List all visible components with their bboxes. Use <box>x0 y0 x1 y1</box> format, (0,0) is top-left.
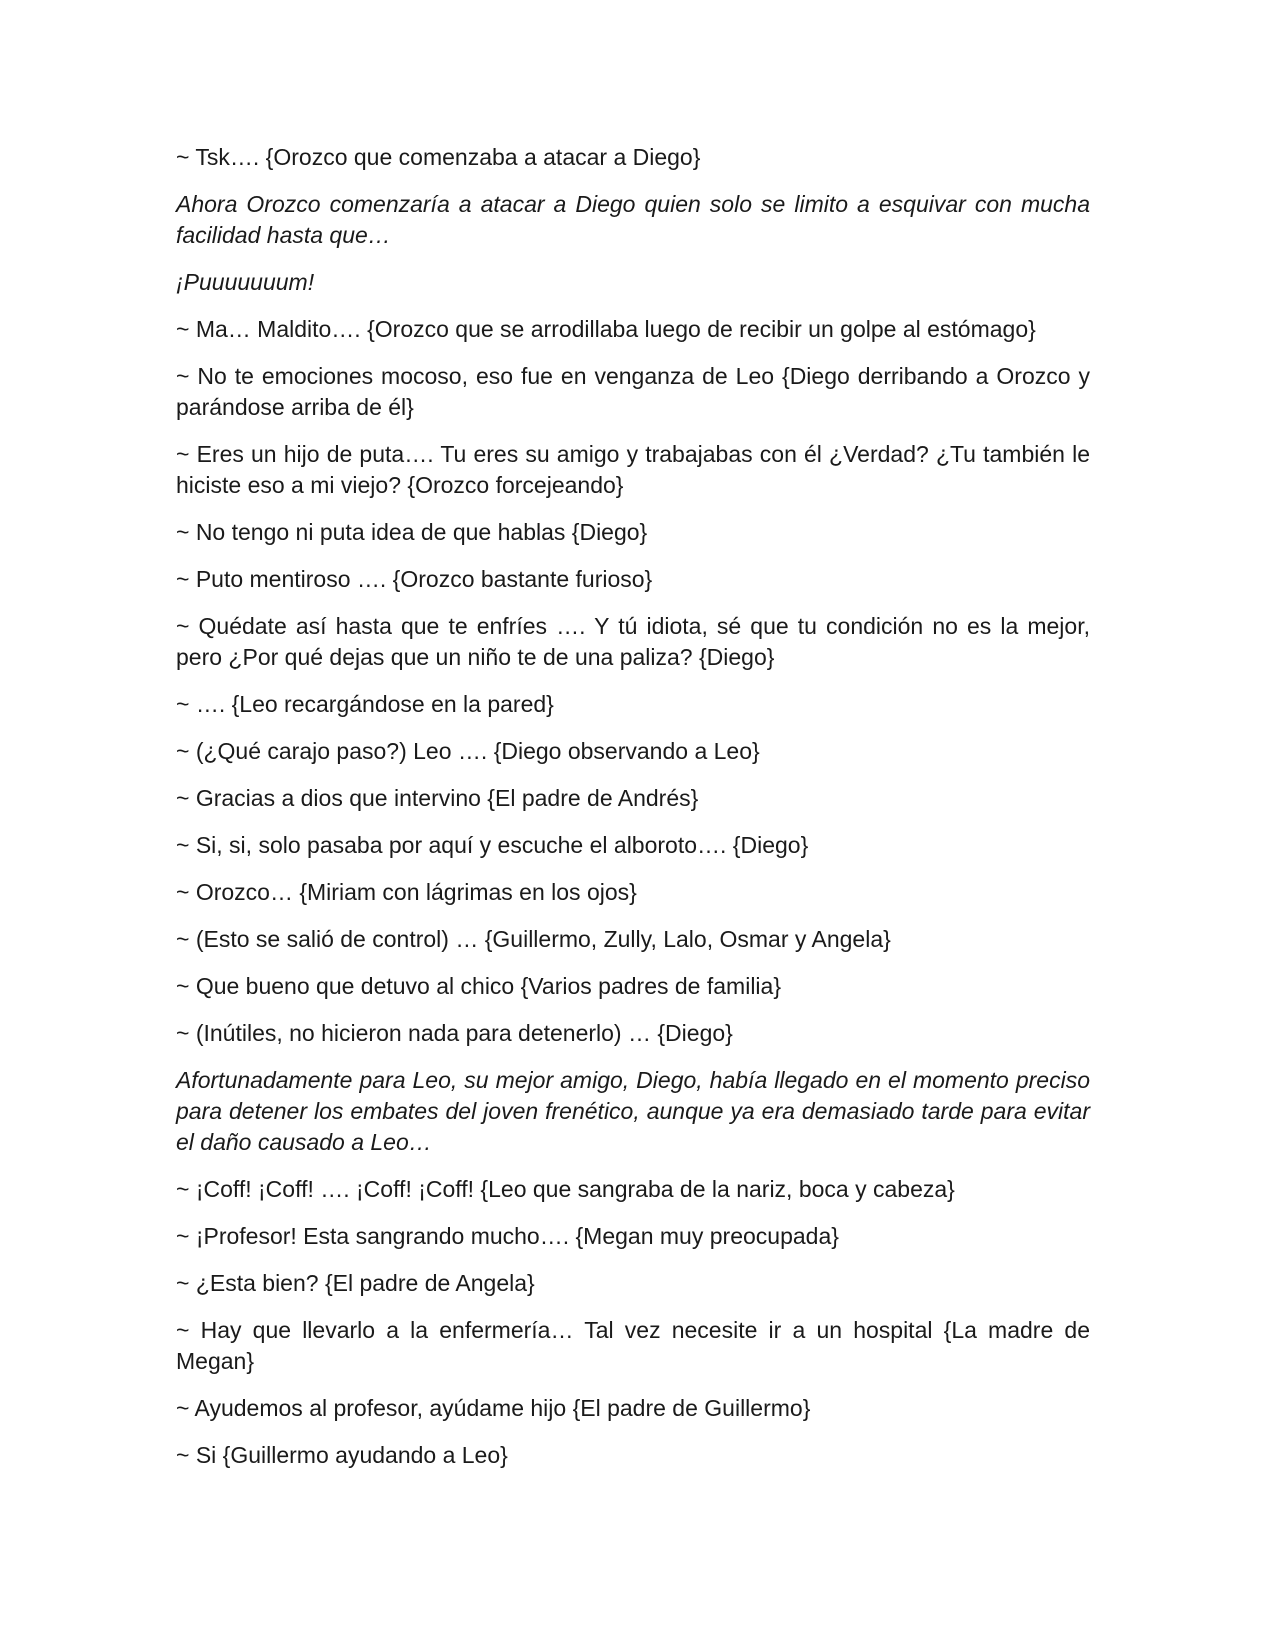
dialogue-line: ~ ¡Coff! ¡Coff! …. ¡Coff! ¡Coff! {Leo que sangraba de la nariz, boca y cabeza} <box>176 1176 955 1202</box>
dialogue-line: ~ No tengo ni puta idea de que hablas {Diego} <box>176 519 648 545</box>
dialogue-line: ~ (Esto se salió de control) … {Guillermo, Zully, Lalo, Osmar y Angela} <box>176 926 891 952</box>
dialogue-line: ~ ¿Esta bien? {El padre de Angela} <box>176 1270 535 1296</box>
dialogue-line: ~ ¡Profesor! Esta sangrando mucho…. {Megan muy preocupada} <box>176 1223 839 1249</box>
dialogue-line: ~ Tsk…. {Orozco que comenzaba a atacar a Diego} <box>176 144 701 170</box>
dialogue-line: ~ Ayudemos al profesor, ayúdame hijo {El padre de Guillermo} <box>176 1395 811 1421</box>
dialogue-line: ~ Orozco… {Miriam con lágrimas en los ojos} <box>176 879 637 905</box>
document-body <box>176 142 1090 1487</box>
dialogue-line: ~ No te emociones mocoso, eso fue en venganza de Leo {Diego derribando a Orozco y parándose arriba de él} <box>176 363 1090 420</box>
dialogue-line: ~ Si, si, solo pasaba por aquí y escuche el alboroto…. {Diego} <box>176 832 809 858</box>
dialogue-line: ~ Puto mentiroso …. {Orozco bastante furioso} <box>176 566 653 592</box>
dialogue-line: ~ Si {Guillermo ayudando a Leo} <box>176 1442 508 1468</box>
dialogue-line: ~ Eres un hijo de puta…. Tu eres su amigo y trabajabas con él ¿Verdad? ¿Tu también le hiciste eso a mi viejo? {Orozco forcejeando} <box>176 441 1090 498</box>
dialogue-line: ~ Hay que llevarlo a la enfermería… Tal vez necesite ir a un hospital {La madre de Megan} <box>176 1317 1090 1374</box>
dialogue-line: ~ …. {Leo recargándose en la pared} <box>176 691 554 717</box>
dialogue-line: ~ Ma… Maldito…. {Orozco que se arrodillaba luego de recibir un golpe al estómago} <box>176 316 1036 342</box>
sound-effect: ¡Puuuuuuum! <box>176 269 315 295</box>
narration-paragraph: Afortunadamente para Leo, su mejor amigo, Diego, había llegado en el momento preciso para detener los embates del joven frenético, aunque ya era demasiado tarde para evitar el daño causado a Leo… <box>176 1067 1090 1155</box>
dialogue-line: ~ (¿Qué carajo paso?) Leo …. {Diego observando a Leo} <box>176 738 760 764</box>
dialogue-line: ~ Quédate así hasta que te enfríes …. Y tú idiota, sé que tu condición no es la mejor, pero ¿Por qué dejas que un niño te de una paliza? {Diego} <box>176 613 1090 670</box>
dialogue-line: ~ Que bueno que detuvo al chico {Varios padres de familia} <box>176 973 782 999</box>
narration-paragraph: Ahora Orozco comenzaría a atacar a Diego quien solo se limito a esquivar con mucha facilidad hasta que… <box>176 191 1090 248</box>
dialogue-line: ~ Gracias a dios que intervino {El padre de Andrés} <box>176 785 699 811</box>
dialogue-line: ~ (Inútiles, no hicieron nada para detenerlo) … {Diego} <box>176 1020 733 1046</box>
